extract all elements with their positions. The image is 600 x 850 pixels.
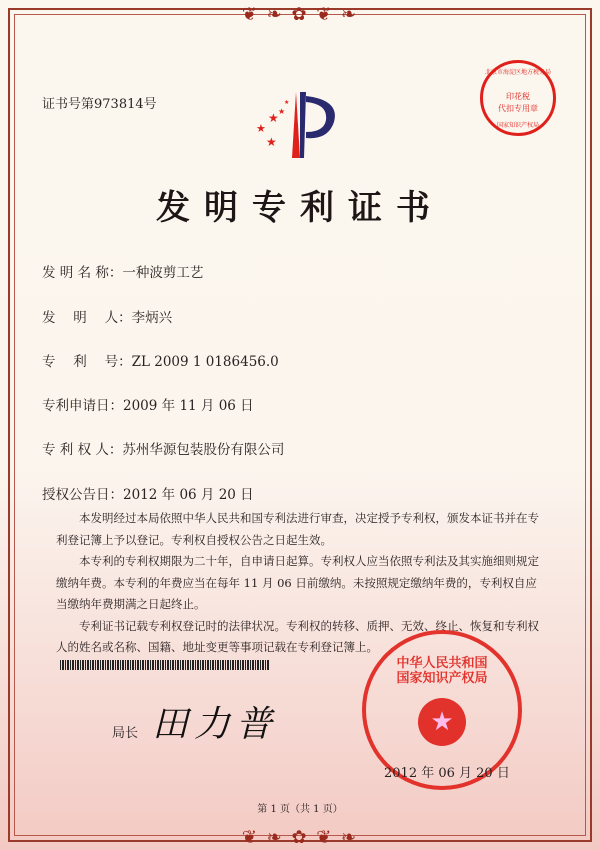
issue-date: 2012 年 06 月 20 日	[384, 766, 510, 781]
field-value: 2012 年 06 月 20 日	[123, 487, 254, 503]
tax-stamp-ring-text: 北京市海淀区地方税务局	[484, 69, 551, 76]
director-signature: 田力普	[152, 704, 279, 745]
paragraph: 本专利的专利权期限为二十年，自申请日起算。专利权人应当依照专利法及其实施细则规定缴纳年费。本专利的年费应当在每年 11 月 06 日前缴纳。未按照规定缴纳年费的，专利权自应当缴纳年费期满之日起终止。	[56, 554, 539, 611]
field-value: 苏州华源包装股份有限公司	[122, 442, 285, 458]
field-label: 专 利 权 人：	[42, 442, 123, 458]
patent-office-logo	[248, 90, 348, 160]
director-label: 局长	[112, 726, 139, 741]
field-invention-name	[42, 261, 203, 281]
field-value: 李炳兴	[131, 310, 173, 326]
star-icon: ★	[284, 99, 290, 106]
tax-stamp-line2: 代扣专用章	[498, 104, 538, 113]
field-value: 一种波剪工艺	[122, 265, 204, 281]
national-emblem-icon: ★	[418, 698, 466, 746]
star-icon: ★	[278, 107, 286, 116]
logo-blue-bar	[300, 92, 306, 158]
paragraph: 本发明经过本局依照中华人民共和国专利法进行审查，决定授予专利权，颁发本证书并在专利登记簿上予以登记。专利权自授权公告之日起生效。	[56, 511, 539, 547]
field-label: 专利申请日：	[42, 398, 123, 414]
field-inventor	[42, 306, 172, 326]
tax-stamp-line1: 印花税	[506, 92, 530, 101]
field-label: 专 利 号：	[42, 354, 132, 370]
barcode	[60, 660, 270, 670]
field-label: 发 明 人：	[42, 310, 132, 326]
star-icon: ★	[266, 135, 277, 149]
field-patent-number	[42, 350, 279, 370]
field-patentee	[42, 438, 284, 458]
top-ornament: ❦ ❧ ✿ ❦ ❧	[241, 4, 359, 25]
field-value: 2009 年 11 月 06 日	[123, 398, 254, 414]
field-filing-date	[42, 394, 254, 414]
field-grant-date	[42, 483, 254, 503]
certificate-number: 证书号第973814号	[42, 97, 157, 112]
field-value: ZL 2009 1 0186456.0	[131, 354, 279, 370]
office-seal-text: 中华人民共和国国家知识产权局	[396, 656, 488, 686]
certificate-title: 发明专利证书	[156, 188, 444, 228]
field-label: 发 明 名 称：	[42, 265, 123, 281]
page-footer: 第 1 页（共 1 页）	[257, 804, 343, 815]
star-icon: ★	[256, 122, 266, 135]
tax-stamp	[480, 60, 556, 136]
logo-red-bar	[292, 92, 300, 158]
star-icon: ★	[268, 111, 279, 125]
bottom-ornament: ❦ ❧ ✿ ❦ ❧	[241, 827, 359, 848]
paragraph: 专利证书记载专利权登记时的法律状况。专利权的转移、质押、无效、终止、恢复和专利权人的姓名或名称、国籍、地址变更等事项记载在专利登记簿上。	[56, 618, 539, 654]
tax-stamp-ring-bottom: 国家知识产权局	[496, 122, 539, 129]
field-label: 授权公告日：	[42, 487, 123, 503]
logo-p-curve	[306, 96, 335, 138]
